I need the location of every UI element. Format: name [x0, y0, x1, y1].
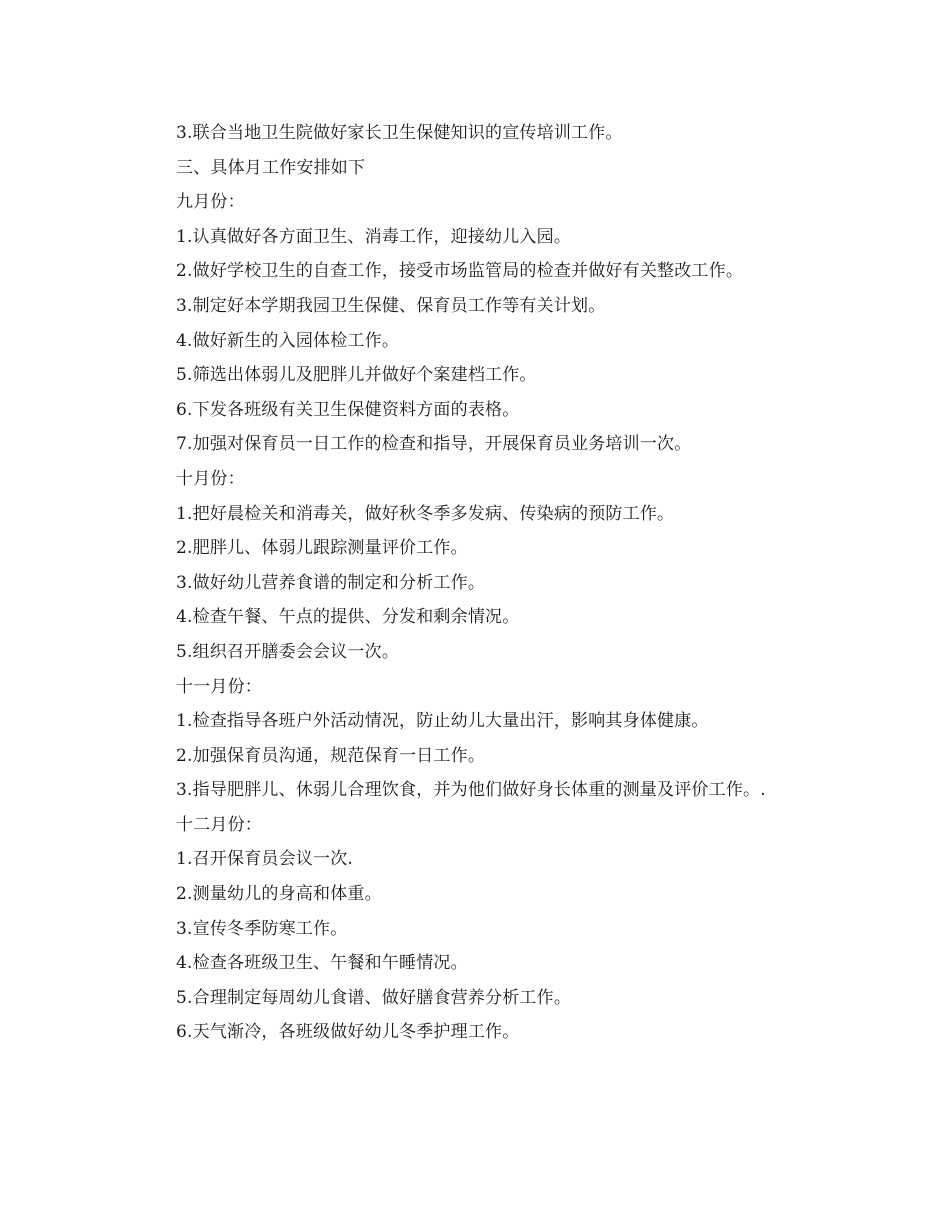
list-item: 7.加强对保育员一日工作的检查和指导，开展保育员业务培训一次。 [176, 434, 692, 455]
month-heading-november: 十一月份： [176, 676, 262, 697]
list-item: 2.测量幼儿的身高和体重。 [176, 884, 382, 905]
list-item: 1.认真做好各方面卫生、消毒工作，迎接幼儿入园。 [176, 226, 572, 247]
list-item: 2.加强保育员沟通，规范保育一日工作。 [176, 745, 486, 766]
text-line: 3.联合当地卫生院做好家长卫生保健知识的宣传培训工作。 [176, 123, 623, 143]
list-item: 3.制定好本学期我园卫生保健、保育员工作等有关计划。 [176, 295, 606, 316]
list-item: 4.检查各班级卫生、午餐和午睡情况。 [176, 953, 468, 974]
list-item: 6.天气渐冷，各班级做好幼儿冬季护理工作。 [176, 1022, 520, 1043]
section-heading: 三、具体月工作安排如下 [176, 157, 366, 178]
list-item: 5.筛选出体弱儿及肥胖儿并做好个案建档工作。 [176, 365, 537, 386]
month-heading-october: 十月份： [176, 468, 245, 489]
month-heading-december: 十二月份： [176, 814, 262, 835]
list-item: 1.召开保育员会议一次. [176, 849, 354, 870]
list-item: 3.宣传冬季防寒工作。 [176, 918, 348, 939]
document-body [143, 116, 803, 1050]
list-item: 2.做好学校卫生的自查工作，接受市场监管局的检查并做好有关整改工作。 [176, 261, 744, 282]
list-item: 4.检查午餐、午点的提供、分发和剩余情况。 [176, 607, 520, 628]
list-item: 5.合理制定每周幼儿食谱、做好膳食营养分析工作。 [176, 987, 572, 1008]
month-heading-september: 九月份： [176, 192, 245, 213]
wrapped-list-item: 3.指导肥胖儿、休弱儿合理饮食，并为他们做好身长体重的测量及评价工作。. [176, 780, 766, 801]
list-item: 3.做好幼儿营养食谱的制定和分析工作。 [176, 572, 486, 593]
list-item: 5.组织召开膳委会会议一次。 [176, 641, 400, 662]
list-item: 4.做好新生的入园体检工作。 [176, 330, 400, 351]
list-item: 2.肥胖儿、体弱儿跟踪测量评价工作。 [176, 538, 468, 559]
list-item: 6.下发各班级有关卫生保健资料方面的表格。 [176, 399, 520, 420]
list-item: 1.把好晨检关和消毒关，做好秋冬季多发病、传染病的预防工作。 [176, 503, 675, 524]
list-item: 1.检查指导各班户外活动情况，防止幼儿大量出汗，影响其身体健康。 [176, 711, 709, 732]
